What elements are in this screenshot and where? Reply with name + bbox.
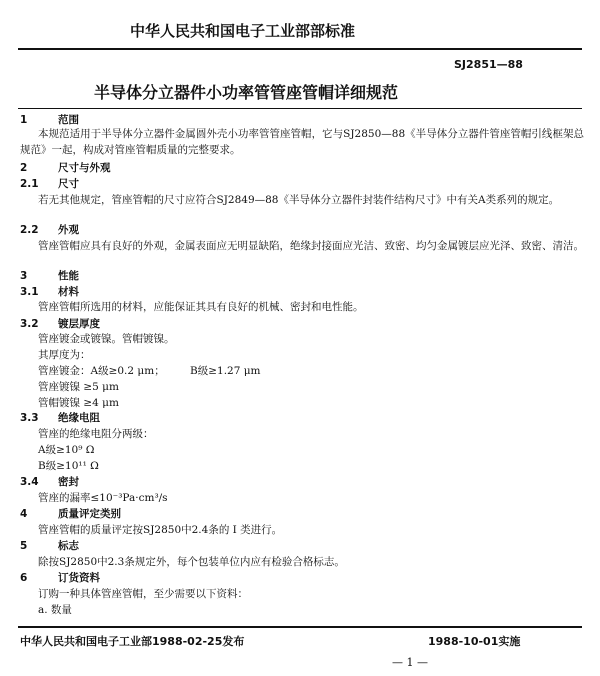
section-number: 3.4 bbox=[20, 476, 39, 488]
insulation-line: 管座的绝缘电阻分两级： bbox=[38, 428, 154, 440]
ordering-line: a. 数量 bbox=[38, 604, 72, 616]
header-rule-top bbox=[18, 48, 582, 50]
section-title: 范围 bbox=[58, 114, 79, 126]
page-number: — 1 — bbox=[392, 656, 428, 669]
section-number: 2.2 bbox=[20, 224, 39, 236]
effective-date: 1988-10-01实施 bbox=[428, 635, 521, 648]
section-number: 6 bbox=[20, 572, 28, 584]
section-3-3-heading bbox=[20, 410, 100, 425]
standard-code: SJ2851—88 bbox=[454, 58, 523, 71]
standard-organization: 中华人民共和国电子工业部部标准 bbox=[130, 22, 356, 40]
section-title: 绝缘电阻 bbox=[58, 412, 100, 424]
section-2-heading bbox=[20, 160, 111, 175]
section-title: 标志 bbox=[58, 540, 79, 552]
plating-line: 其厚度为： bbox=[38, 349, 91, 361]
section-4-heading bbox=[20, 506, 121, 521]
section-number: 2.1 bbox=[20, 178, 39, 190]
section-3-4-text: 管座的漏率≤10⁻³Pa·cm³/s bbox=[38, 492, 168, 504]
section-title: 尺寸 bbox=[58, 178, 79, 190]
section-2-2-text: 管座管帽应具有良好的外观，金属表面应无明显缺陷，绝缘封接面应光洁、致密、均匀金属镀层应光泽、致密、清洁。 bbox=[38, 240, 584, 252]
plating-line: 管座镀金或镀镍。管帽镀镍。 bbox=[38, 333, 175, 345]
section-number: 1 bbox=[20, 114, 28, 126]
section-2-1-text: 若无其他规定，管座管帽的尺寸应符合SJ2849—88《半导体分立器件封装件结构尺寸》中有关A类系列的规定。 bbox=[38, 194, 560, 206]
header-rule-bottom bbox=[18, 108, 582, 109]
section-title: 质量评定类别 bbox=[58, 508, 121, 520]
section-number: 3.3 bbox=[20, 412, 39, 424]
section-2-1-heading bbox=[20, 176, 79, 191]
section-3-1-text: 管座管帽所选用的材料，应能保证其具有良好的机械、密封和电性能。 bbox=[38, 301, 364, 313]
plating-line: 管座镀金：A级≥0.2 μm； bbox=[38, 365, 165, 377]
issued-date: 中华人民共和国电子工业部1988-02-25发布 bbox=[20, 635, 245, 648]
footer-rule bbox=[18, 626, 582, 628]
document-title: 半导体分立器件小功率管管座管帽详细规范 bbox=[94, 83, 399, 102]
plating-line: 管帽镀镍 ≥4 μm bbox=[38, 397, 119, 409]
ordering-line: 订购一种具体管座管帽，至少需要以下资料： bbox=[38, 588, 248, 600]
section-1-text: 本规范适用于半导体分立器件金属圆外壳小功率管管座管帽，它与SJ2850—88《半导体分立器件管座管帽引线框架总规范》一起，构成对管座管帽质量的完整要求。 bbox=[20, 128, 584, 156]
section-number: 2 bbox=[20, 162, 28, 174]
section-5-heading bbox=[20, 538, 79, 553]
section-title: 密封 bbox=[58, 476, 79, 488]
section-title: 性能 bbox=[58, 270, 79, 282]
section-title: 材料 bbox=[58, 286, 79, 298]
insulation-line: B级≥10¹¹ Ω bbox=[38, 460, 99, 472]
section-title: 尺寸与外观 bbox=[58, 162, 111, 174]
section-5-text: 除按SJ2850中2.3条规定外，每个包装单位内应有检验合格标志。 bbox=[38, 556, 345, 568]
section-title: 外观 bbox=[58, 224, 79, 236]
section-3-2-heading bbox=[20, 316, 100, 331]
section-4-text: 管座管帽的质量评定按SJ2850中2.4条的 I 类进行。 bbox=[38, 524, 283, 536]
section-3-4-heading bbox=[20, 474, 79, 489]
plating-line: 管座镀镍 ≥5 μm bbox=[38, 381, 119, 393]
section-2-2-heading bbox=[20, 222, 79, 237]
section-title: 镀层厚度 bbox=[58, 318, 100, 330]
section-3-1-heading bbox=[20, 284, 79, 299]
section-1-heading bbox=[20, 112, 79, 127]
section-number: 4 bbox=[20, 508, 28, 520]
insulation-line: A级≥10⁹ Ω bbox=[38, 444, 95, 456]
section-title: 订货资料 bbox=[58, 572, 100, 584]
section-number: 3.2 bbox=[20, 318, 39, 330]
section-number: 3 bbox=[20, 270, 28, 282]
section-number: 5 bbox=[20, 540, 28, 552]
section-3-heading bbox=[20, 268, 79, 283]
plating-line: B级≥1.27 μm bbox=[190, 365, 261, 377]
section-6-heading bbox=[20, 570, 100, 585]
section-number: 3.1 bbox=[20, 286, 39, 298]
